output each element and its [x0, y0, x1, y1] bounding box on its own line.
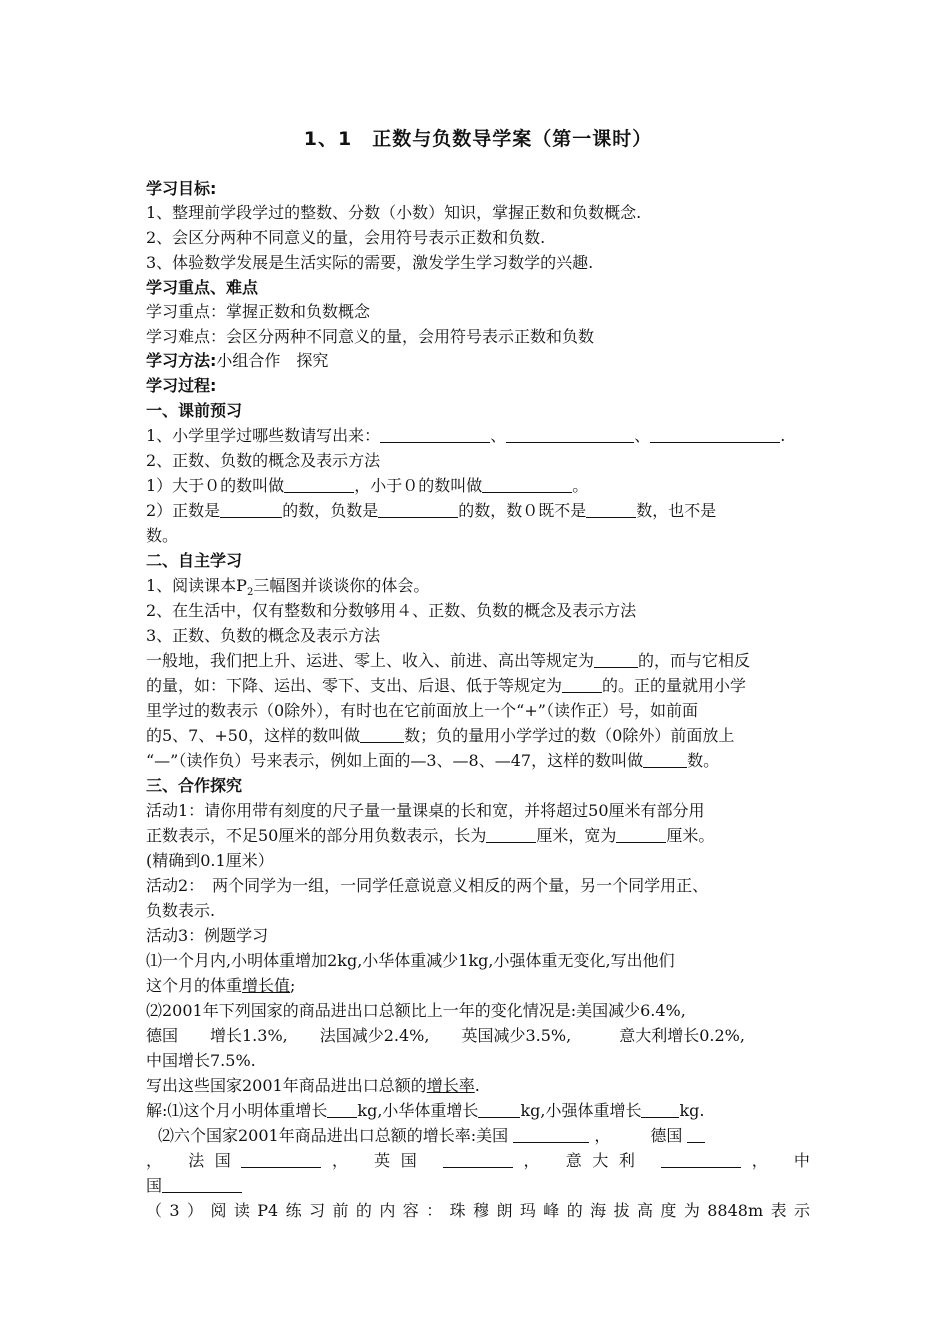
solution-text: 解:⑴这个月小明体重增长 [146, 1101, 328, 1120]
example-text: 这个月的体重 [146, 976, 243, 995]
answer-blank[interactable] [380, 426, 490, 443]
goals-heading: 学习目标: [146, 179, 217, 198]
goal-item: 1、整理前学段学过的整数、分数（小数）知识，掌握正数和负数概念. [146, 203, 642, 222]
answer-blank[interactable] [378, 501, 458, 518]
solution-line [146, 1175, 810, 1197]
preview-question-2b-cont: 数。 [146, 526, 179, 545]
activity1-line [146, 825, 810, 847]
underlined-term: 增长率 [426, 1076, 475, 1095]
answer-blank[interactable] [586, 501, 636, 518]
activity2-line: 负数表示. [146, 901, 216, 920]
paragraph-text: 的。正的量就用小学 [602, 676, 747, 695]
answer-blank[interactable] [284, 476, 354, 493]
answer-blank[interactable] [594, 651, 638, 668]
example-text: ; [290, 976, 296, 995]
solution-text: 中 [793, 1151, 810, 1170]
separator: 、 [490, 426, 507, 445]
question-text: 数，也不是 [636, 501, 717, 520]
preview-question-2a [146, 475, 810, 497]
example2-line: 德国 增长1.3%, 法国减少2.4%, 英国减少3.5%, 意大利增长0.2%, [146, 1026, 745, 1045]
activity-text: 厘米，宽为 [536, 826, 617, 845]
solution-text: 意大利 [565, 1151, 646, 1170]
solution-text: ， [512, 1151, 551, 1170]
question-text: ，小于０的数叫做 [354, 476, 483, 495]
paragraph-text: 的，而与它相反 [638, 651, 751, 670]
answer-blank[interactable] [650, 426, 780, 443]
paragraph-text: 的量，如：下降、运出、零下、支出、后退、低于等规定为 [146, 676, 563, 695]
solution-text: kg. [679, 1101, 705, 1120]
solution-text: kg,小强体重增长 [520, 1101, 642, 1120]
item-text: 三幅图并谈谈你的体会。 [253, 576, 430, 595]
answer-blank[interactable] [661, 1151, 741, 1168]
example2-line: ⑵2001年下列国家的商品进出口总额比上一年的变化情况是:美国减少6.4%, [146, 1001, 686, 1020]
answer-blank[interactable] [482, 476, 572, 493]
section2-heading: 二、自主学习 [146, 551, 243, 570]
question-text: 2）正数是 [146, 501, 221, 520]
activity1-line: (精确到0.1厘米） [146, 851, 274, 870]
concept-paragraph-line [146, 675, 810, 697]
answer-blank[interactable] [360, 726, 404, 743]
answer-blank[interactable] [486, 826, 536, 843]
paragraph-text: 数。 [687, 751, 720, 770]
separator: 、 [634, 426, 651, 445]
answer-blank[interactable] [506, 426, 634, 443]
answer-blank[interactable] [562, 676, 602, 693]
question-text: 的数，数０既不是 [458, 501, 587, 520]
section1-heading: 一、课前预习 [146, 401, 243, 420]
difficulty-text: 学习难点：会区分两种不同意义的量，会用符号表示正数和负数 [146, 327, 595, 346]
process-heading: 学习过程: [146, 376, 217, 395]
answer-blank[interactable] [687, 1126, 705, 1143]
method-text: 小组合作 探究 [216, 351, 329, 370]
example2-line [146, 1075, 810, 1097]
page-subscript: 2 [246, 587, 254, 599]
answer-blank[interactable] [241, 1151, 321, 1168]
solution-text: kg,小华体重增长 [357, 1101, 479, 1120]
underlined-term: 增长值 [242, 976, 291, 995]
answer-blank[interactable] [616, 826, 666, 843]
activity3-heading: 活动3：例题学习 [146, 926, 269, 945]
solution-text: 国 [146, 1176, 163, 1195]
answer-blank[interactable] [478, 1101, 520, 1118]
answer-blank[interactable] [327, 1101, 357, 1118]
solution-line [146, 1125, 810, 1147]
solution-text: ⑵六个国家2001年商品进出口总额的增长率:美国 [158, 1126, 509, 1145]
paragraph-text: 数；负的量用小学学过的数（0除外）前面放上 [404, 726, 735, 745]
example3-line: （3）阅读P4练习前的内容：珠穆朗玛峰的海拔高度为8848m表示 [146, 1201, 810, 1220]
activity2-line: 活动2： 两个同学为一组，一同学任意说意义相反的两个量，另一个同学用正、 [146, 876, 709, 895]
example-text: . [474, 1076, 480, 1095]
item-text: 1、阅读课本P [146, 576, 247, 595]
method-label: 学习方法: [146, 351, 217, 370]
solution-text: ， [741, 1151, 779, 1170]
answer-blank[interactable] [643, 751, 687, 768]
solution-line [146, 1150, 810, 1172]
answer-blank[interactable] [162, 1176, 242, 1193]
method-line [146, 350, 810, 372]
focus-text: 学习重点：掌握正数和负数概念 [146, 302, 371, 321]
goal-item: 3、体验数学发展是生活实际的需要，激发学生学习数学的兴趣. [146, 253, 594, 272]
self-study-item: 3、正数、负数的概念及表示方法 [146, 626, 381, 645]
question-text: 1）大于０的数叫做 [146, 476, 285, 495]
concept-paragraph-line [146, 650, 810, 672]
concept-paragraph-line [146, 725, 810, 747]
solution-text: 法国 [188, 1151, 242, 1170]
example1-line: ⑴一个月内,小明体重增加2kg,小华体重减少1kg,小强体重无变化,写出他们 [146, 951, 675, 970]
preview-question-2: 2、正数、负数的概念及表示方法 [146, 451, 381, 470]
example-text: 写出这些国家2001年商品进出口总额的 [146, 1076, 427, 1095]
solution-text: ， [321, 1151, 359, 1170]
solution-text: ， [594, 1126, 611, 1145]
concept-paragraph-line [146, 750, 810, 772]
answer-blank[interactable] [641, 1101, 679, 1118]
keypoints-heading: 学习重点、难点 [146, 278, 259, 297]
section3-heading: 三、合作探究 [146, 776, 243, 795]
solution-line [146, 1100, 810, 1122]
preview-question-2b [146, 500, 810, 522]
question-text: 。 [572, 476, 589, 495]
question-text: 的数，负数是 [282, 501, 379, 520]
goal-item: 2、会区分两种不同意义的量，会用符号表示正数和负数. [146, 228, 546, 247]
activity-text: 厘米。 [666, 826, 715, 845]
question-text: 1、小学里学过哪些数请写出来： [146, 426, 381, 445]
solution-text: 英国 [374, 1151, 428, 1170]
solution-text: ， [146, 1151, 173, 1170]
preview-question-1 [146, 425, 810, 447]
solution-text: 德国 [650, 1126, 683, 1145]
activity1-line: 活动1：请你用带有刻度的尺子量一量课桌的长和宽，并将超过50厘米有部分用 [146, 801, 705, 820]
self-study-item: 2、在生活中，仅有整数和分数够用４、正数、负数的概念及表示方法 [146, 601, 637, 620]
activity-text: 正数表示，不足50厘米的部分用负数表示，长为 [146, 826, 487, 845]
paragraph-text: 一般地，我们把上升、运进、零上、收入、前进、高出等规定为 [146, 651, 595, 670]
document-title: 1、1 正数与负数导学案（第一课时） [303, 128, 653, 150]
concept-paragraph-line: 里学过的数表示（0除外），有时也在它前面放上一个“+”（读作正）号，如前面 [146, 701, 698, 720]
answer-blank[interactable] [443, 1151, 513, 1168]
period: . [780, 426, 786, 445]
answer-blank[interactable] [220, 501, 282, 518]
example1-line [146, 975, 810, 997]
paragraph-text: “—”（读作负）号来表示，例如上面的—3、—8、—47，这样的数叫做 [146, 751, 644, 770]
paragraph-text: 的5、7、+50，这样的数叫做 [146, 726, 361, 745]
answer-blank[interactable] [513, 1126, 589, 1143]
example2-line: 中国增长7.5%. [146, 1051, 256, 1070]
